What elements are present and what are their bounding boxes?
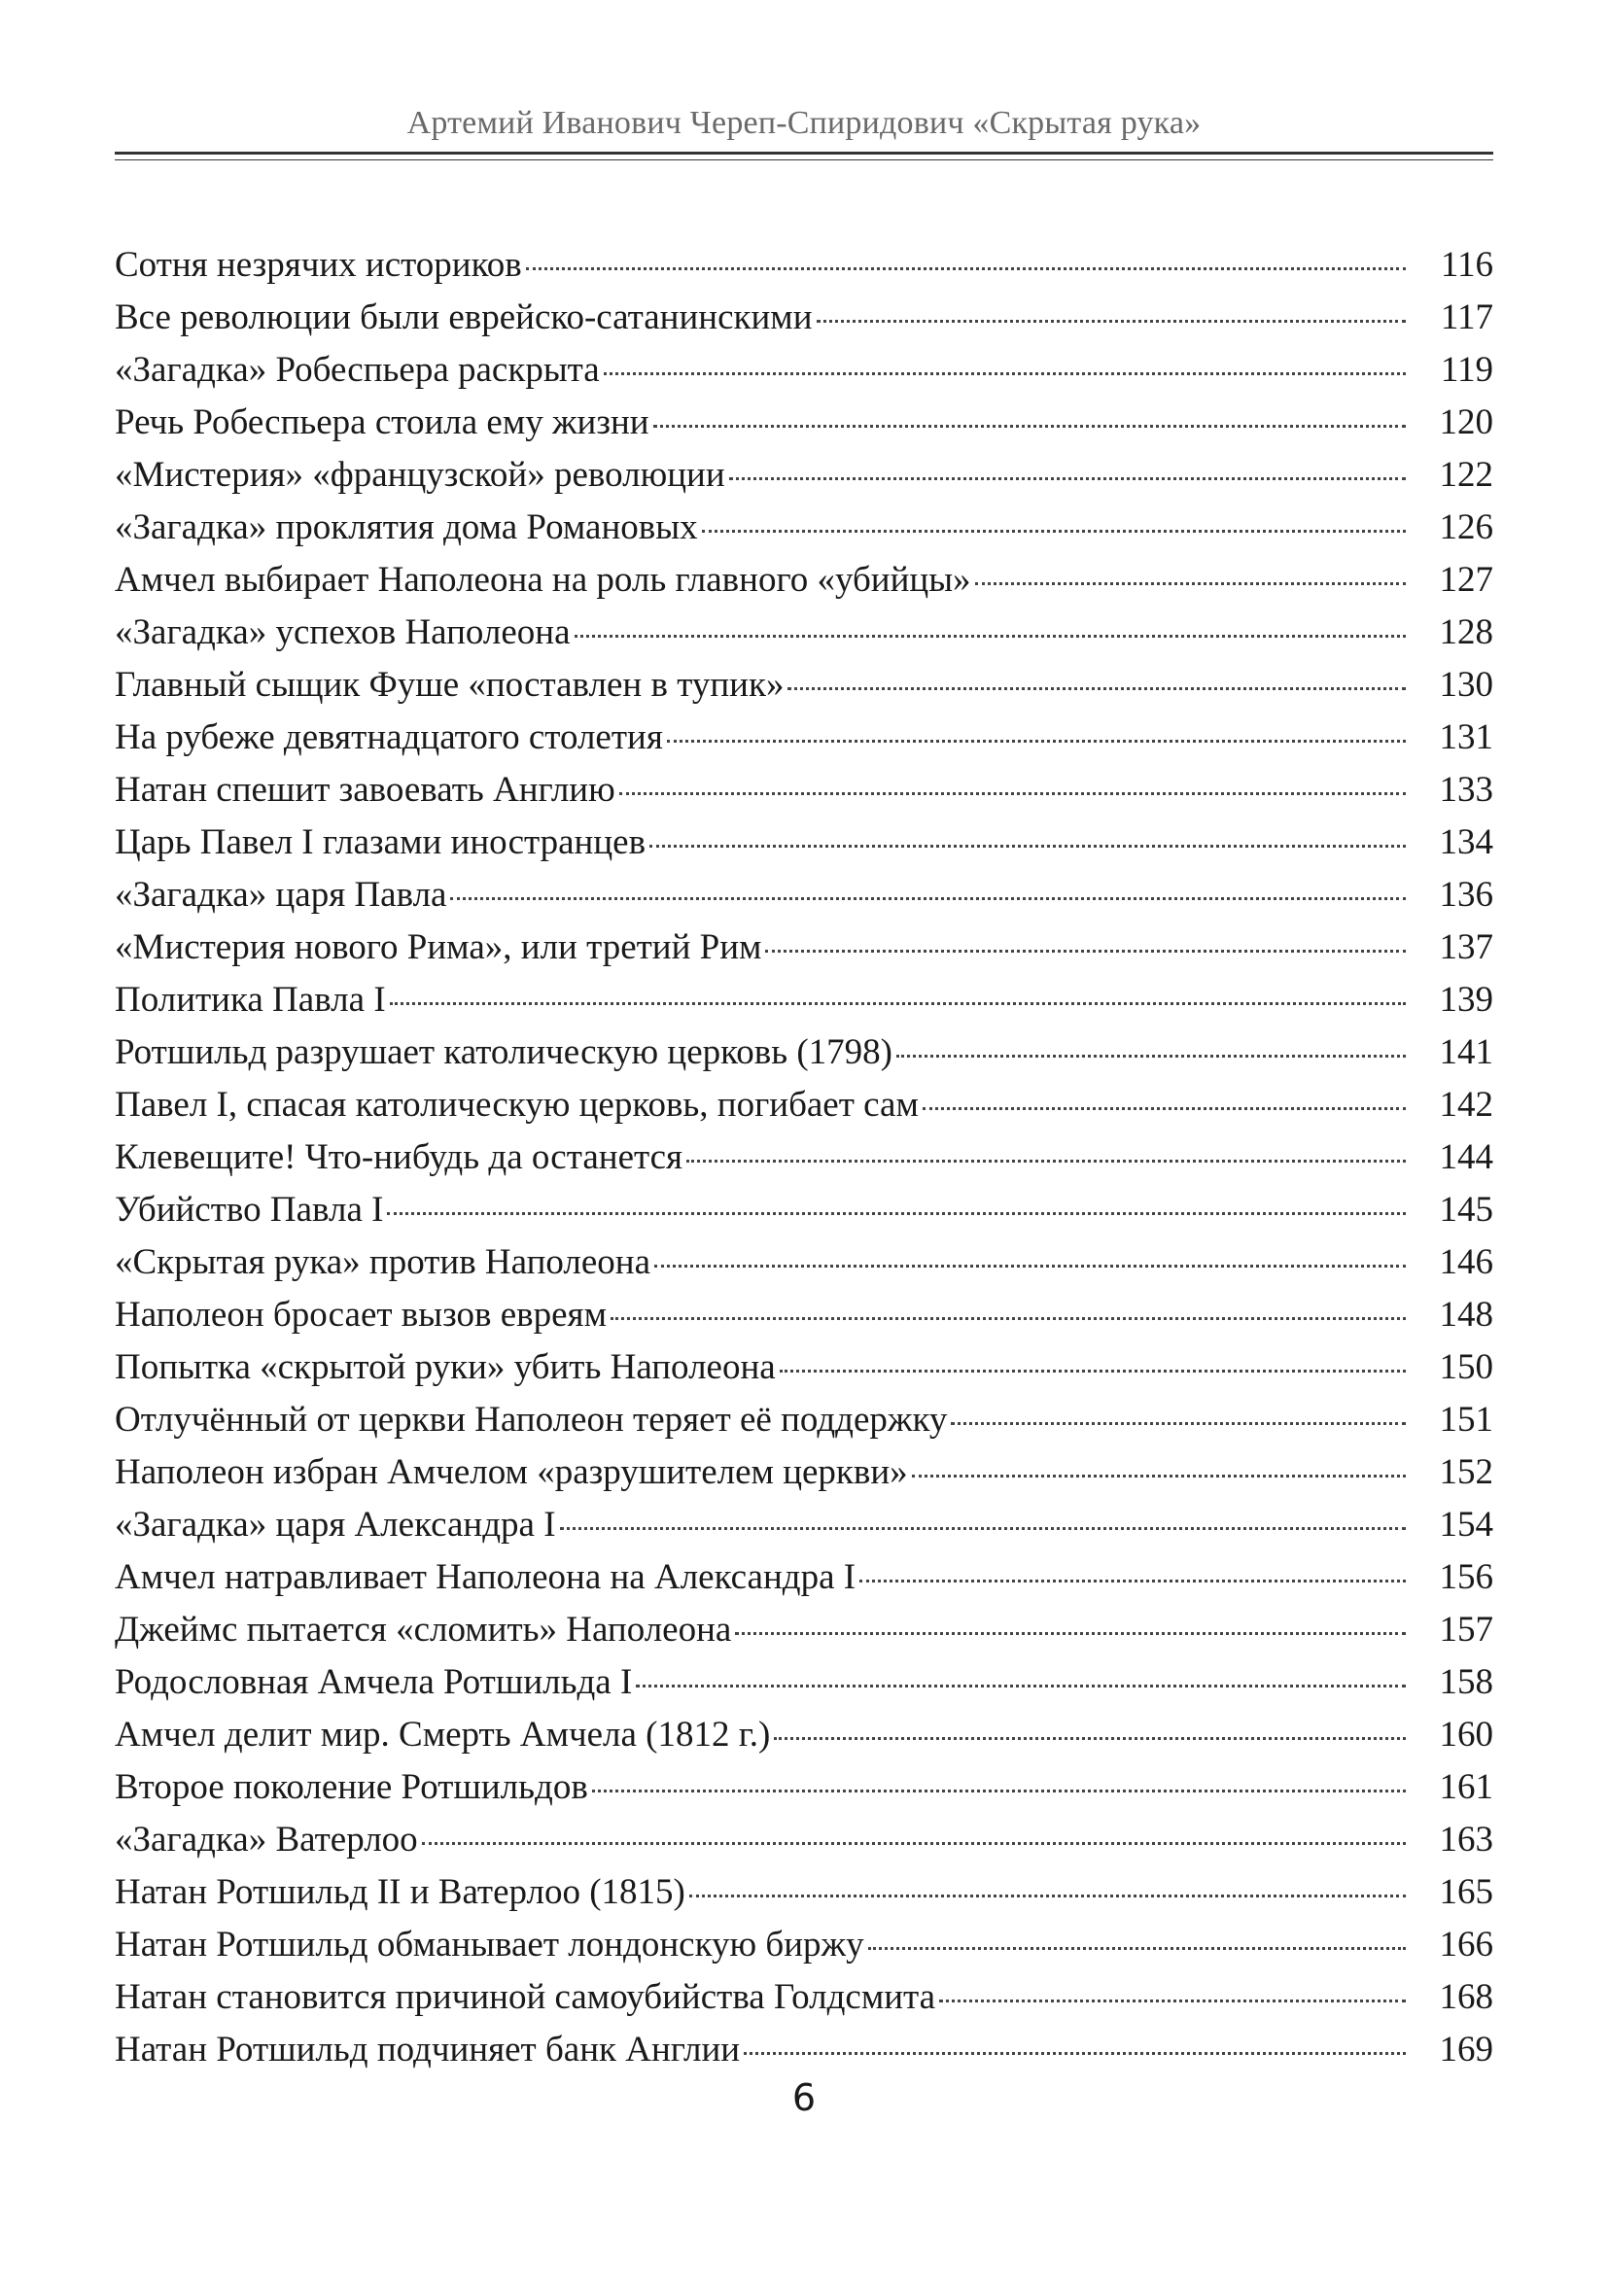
toc-entry — [115, 1604, 1493, 1656]
toc-entry — [115, 554, 1493, 607]
toc-entry-page: 133 — [1439, 770, 1493, 810]
toc-dot-leader — [689, 1895, 1406, 1897]
running-header: Артемий Иванович Череп-Спиридович «Скрытая рука» — [406, 105, 1202, 141]
toc-dot-leader — [975, 582, 1406, 585]
toc-entry-page: 146 — [1439, 1242, 1493, 1282]
page-number: 6 — [791, 2076, 817, 2119]
toc-entry-title: «Загадка» царя Александра I — [115, 1505, 556, 1545]
toc-entry-title: Амчел делит мир. Смерть Амчела (1812 г.) — [115, 1715, 771, 1755]
toc-dot-leader — [787, 687, 1406, 690]
toc-entry-title: Наполеон бросает вызов евреям — [115, 1295, 607, 1335]
toc-entry-title: «Скрытая рука» против Наполеона — [115, 1242, 651, 1282]
toc-entry-title: Джеймс пытается «сломить» Наполеона — [115, 1610, 732, 1650]
toc-entry-page: 144 — [1439, 1137, 1493, 1177]
toc-dot-leader — [817, 320, 1407, 323]
toc-entry-page: 165 — [1439, 1872, 1493, 1912]
toc-entry — [115, 764, 1493, 817]
toc-entry-page: 116 — [1440, 245, 1493, 285]
toc-entry-page: 145 — [1439, 1190, 1493, 1230]
toc-dot-leader — [654, 1265, 1406, 1268]
toc-dot-leader — [667, 740, 1406, 743]
toc-entry-page: 148 — [1439, 1295, 1493, 1335]
toc-entry-page: 163 — [1439, 1820, 1493, 1860]
toc-dot-leader — [450, 897, 1406, 900]
toc-entry — [115, 1971, 1493, 2024]
toc-entry-page: 160 — [1439, 1715, 1493, 1755]
toc-dot-leader — [939, 2000, 1406, 2002]
toc-entry-title: Царь Павел I глазами иностранцев — [115, 822, 647, 862]
toc-entry — [115, 1656, 1493, 1709]
toc-dot-leader — [604, 372, 1406, 375]
toc-dot-leader — [735, 1632, 1406, 1635]
toc-entry — [115, 344, 1493, 397]
toc-entry-page: 130 — [1439, 665, 1493, 705]
toc-entry-page: 120 — [1439, 402, 1493, 442]
toc-entry-title: «Загадка» царя Павла — [115, 875, 447, 915]
header-rule-thick — [115, 152, 1493, 155]
toc-dot-leader — [560, 1527, 1406, 1530]
toc-dot-leader — [859, 1580, 1406, 1583]
toc-entry-page: 136 — [1439, 875, 1493, 915]
toc-entry — [115, 1026, 1493, 1079]
toc-dot-leader — [702, 530, 1406, 533]
toc-entry — [115, 239, 1493, 292]
toc-dot-leader — [611, 1317, 1406, 1320]
toc-entry-title: Натан Ротшильд подчиняет банк Англии — [115, 2030, 741, 2070]
toc-entry — [115, 1289, 1493, 1341]
toc-entry — [115, 1551, 1493, 1604]
toc-dot-leader — [896, 1055, 1406, 1058]
toc-dot-leader — [780, 1370, 1406, 1373]
toc-entry — [115, 1814, 1493, 1866]
toc-entry-title: Попытка «скрытой руки» убить Наполеона — [115, 1347, 776, 1387]
toc-entry-title: Политика Павла I — [115, 980, 386, 1020]
toc-entry-title: «Мистерия нового Рима», или третий Рим — [115, 927, 762, 967]
toc-entry-title: «Мистерия» «французской» революции — [115, 455, 725, 495]
toc-dot-leader — [912, 1475, 1406, 1478]
toc-entry — [115, 397, 1493, 449]
toc-entry-title: Второе поколение Ротшильдов — [115, 1767, 588, 1807]
toc-entry-title: Речь Робеспьера стоила ему жизни — [115, 402, 649, 442]
header-rule-thin — [115, 159, 1493, 160]
toc-dot-leader — [744, 2052, 1406, 2055]
toc-dot-leader — [575, 635, 1406, 638]
toc-entry-page: 158 — [1439, 1662, 1493, 1702]
toc-entry-page: 151 — [1439, 1400, 1493, 1440]
toc-entry-title: Клевещите! Что-нибудь да останется — [115, 1137, 683, 1177]
toc-entry-title: Павел I, спасая католическую церковь, погибает сам — [115, 1085, 919, 1125]
toc-entry-page: 142 — [1439, 1085, 1493, 1125]
toc-dot-leader — [636, 1685, 1406, 1687]
toc-entry-title: Родословная Амчела Ротшильда I — [115, 1662, 633, 1702]
toc-entry — [115, 292, 1493, 344]
toc-entry — [115, 1761, 1493, 1814]
toc-entry-page: 150 — [1439, 1347, 1493, 1387]
toc-entry-title: Главный сыщик Фуше «поставлен в тупик» — [115, 665, 785, 705]
toc-dot-leader — [422, 1842, 1406, 1845]
toc-entry-page: 157 — [1439, 1610, 1493, 1650]
toc-entry — [115, 1709, 1493, 1761]
toc-entry-page: 137 — [1439, 927, 1493, 967]
toc-entry-page: 161 — [1439, 1767, 1493, 1807]
toc-entry-title: Убийство Павла I — [115, 1190, 384, 1230]
toc-entry-page: 122 — [1439, 455, 1493, 495]
toc-entry-page: 117 — [1440, 297, 1493, 337]
toc-entry-page: 166 — [1439, 1925, 1493, 1965]
toc-entry-page: 152 — [1439, 1452, 1493, 1492]
toc-entry — [115, 817, 1493, 869]
toc-entry-title: Натан спешит завоевать Англию — [115, 770, 615, 810]
toc-dot-leader — [774, 1737, 1406, 1740]
toc-entry — [115, 922, 1493, 974]
toc-entry — [115, 1341, 1493, 1394]
toc-entry — [115, 449, 1493, 502]
toc-entry-title: Натан становится причиной самоубийства Голдсмита — [115, 1977, 936, 2017]
toc-entry — [115, 2024, 1493, 2076]
toc-dot-leader — [765, 950, 1406, 953]
toc-entry — [115, 1919, 1493, 1971]
toc-entry-page: 126 — [1439, 507, 1493, 547]
toc-entry — [115, 502, 1493, 554]
toc-entry-page: 156 — [1439, 1557, 1493, 1597]
toc-entry-page: 127 — [1439, 560, 1493, 600]
toc-dot-leader — [923, 1107, 1406, 1110]
toc-dot-leader — [951, 1422, 1406, 1425]
toc-entry — [115, 1079, 1493, 1131]
toc-entry-title: «Загадка» Ватерлоо — [115, 1820, 418, 1860]
toc-entry-title: «Загадка» успехов Наполеона — [115, 612, 571, 652]
toc-entry-page: 168 — [1439, 1977, 1493, 2017]
toc-entry — [115, 1394, 1493, 1446]
toc-entry-title: Отлучённый от церкви Наполеон теряет её поддержку — [115, 1400, 948, 1440]
toc-dot-leader — [729, 477, 1406, 480]
toc-entry-page: 134 — [1439, 822, 1493, 862]
toc-dot-leader — [686, 1160, 1406, 1163]
toc-entry — [115, 869, 1493, 922]
toc-dot-leader — [649, 845, 1406, 848]
toc-entry-title: «Загадка» Робеспьера раскрыта — [115, 350, 600, 390]
toc-entry-title: Ротшильд разрушает католическую церковь (1798) — [115, 1032, 892, 1072]
toc-entry-title: Наполеон избран Амчелом «разрушителем церкви» — [115, 1452, 908, 1492]
toc-entry-title: Амчел выбирает Наполеона на роль главного «убийцы» — [115, 560, 971, 600]
toc-dot-leader — [868, 1947, 1406, 1950]
toc-entry — [115, 1184, 1493, 1236]
toc-entry-title: Амчел натравливает Наполеона на Александра I — [115, 1557, 856, 1597]
toc-entry — [115, 1236, 1493, 1289]
toc-entry — [115, 1131, 1493, 1184]
table-of-contents — [115, 239, 1493, 2076]
toc-entry — [115, 712, 1493, 764]
toc-entry-page: 169 — [1439, 2030, 1493, 2070]
toc-dot-leader — [526, 267, 1406, 270]
toc-entry — [115, 607, 1493, 659]
toc-entry-title: Все революции были еврейско-сатанинскими — [115, 297, 813, 337]
toc-entry-page: 139 — [1439, 980, 1493, 1020]
toc-entry-page: 154 — [1439, 1505, 1493, 1545]
toc-entry-title: «Загадка» проклятия дома Романовых — [115, 507, 698, 547]
toc-entry — [115, 974, 1493, 1026]
toc-dot-leader — [390, 1002, 1406, 1005]
toc-entry-page: 119 — [1440, 350, 1493, 390]
toc-entry — [115, 659, 1493, 712]
toc-entry-page: 141 — [1439, 1032, 1493, 1072]
toc-entry-page: 131 — [1439, 717, 1493, 757]
toc-entry-page: 128 — [1439, 612, 1493, 652]
toc-entry-title: Натан Ротшильд II и Ватерлоо (1815) — [115, 1872, 685, 1912]
toc-entry-title: Натан Ротшильд обманывает лондонскую биржу — [115, 1925, 864, 1965]
toc-entry-title: Сотня незрячих историков — [115, 245, 522, 285]
toc-dot-leader — [592, 1790, 1406, 1792]
toc-dot-leader — [619, 792, 1406, 795]
toc-dot-leader — [653, 425, 1406, 428]
toc-entry — [115, 1499, 1493, 1551]
toc-dot-leader — [387, 1212, 1406, 1215]
toc-entry — [115, 1866, 1493, 1919]
toc-entry — [115, 1446, 1493, 1499]
toc-entry-title: На рубеже девятнадцатого столетия — [115, 717, 663, 757]
